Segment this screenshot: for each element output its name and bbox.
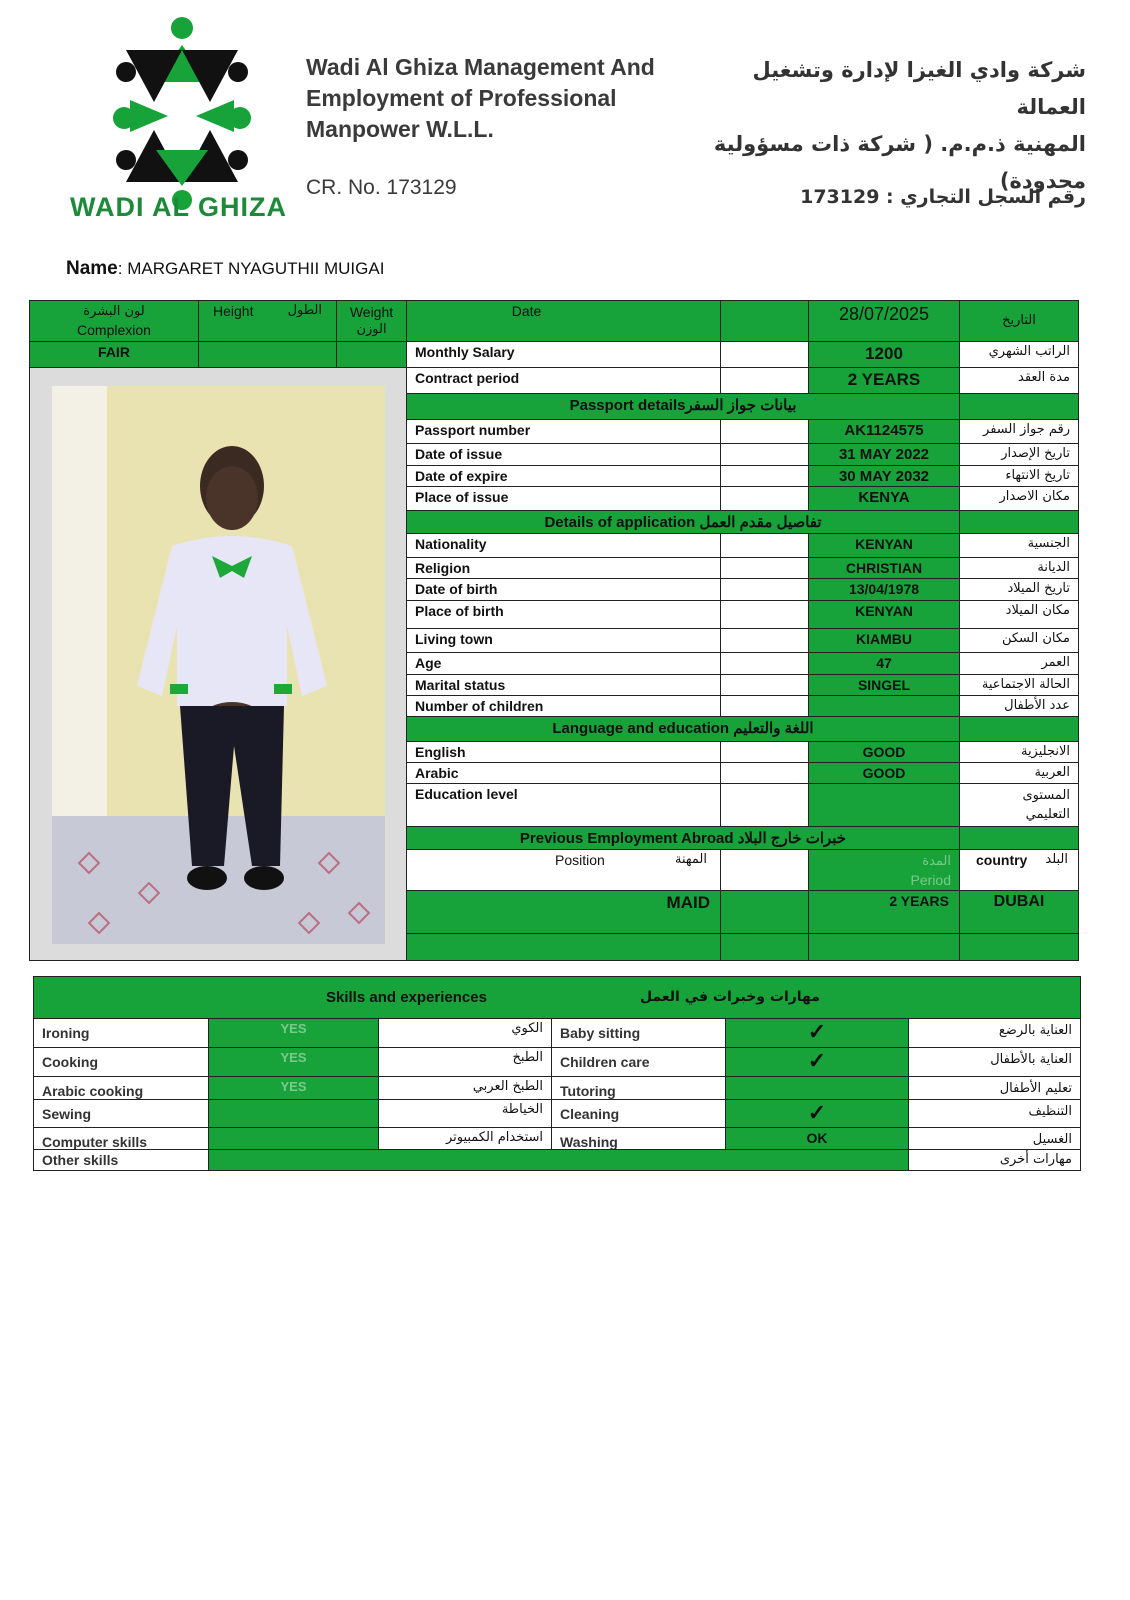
period-label-ar: المدة (922, 854, 951, 869)
skill-right-label-ar: العناية بالأطفال (908, 1047, 1081, 1077)
complexion-label-en: Complexion (77, 322, 151, 338)
passport-heading-side (959, 393, 1079, 420)
application-row-4-blank (720, 628, 809, 653)
passport-row-2-label: Date of expire (406, 465, 721, 490)
weight-value (336, 341, 407, 368)
skill-left-label: Cooking (33, 1047, 209, 1077)
application-row-4-label-ar: مكان السكن (959, 628, 1079, 653)
skill-left-label-ar: الخياطة (378, 1099, 552, 1128)
cr-number-en: CR. No. 173129 (306, 176, 457, 199)
name-label: Name (66, 258, 118, 279)
employment-empty-4 (959, 933, 1079, 961)
skill-left-value: YES (208, 1076, 379, 1100)
passport-row-0-label-ar: رقم جواز السفر (959, 419, 1079, 444)
passport-row-0-label: Passport number (406, 419, 721, 444)
employment-position: MAID (406, 890, 721, 934)
complexion-header (29, 300, 199, 342)
skill-left-label: Ironing (33, 1018, 209, 1048)
height-value (198, 341, 337, 368)
skill-check-icon: ✓ (725, 1018, 909, 1048)
company-name-en-line-3: Manpower W.L.L. (306, 116, 494, 142)
application-row-6-value: SINGEL (808, 674, 960, 696)
monthly-salary-value: 1200 (808, 341, 960, 368)
other-skills-label-ar: مهارات أخرى (908, 1149, 1081, 1171)
education-blank (720, 783, 809, 827)
education-label-ar-line: التعليمي (1025, 807, 1070, 822)
skill-right-value: OK (725, 1127, 909, 1150)
application-row-2-blank (720, 578, 809, 601)
skill-right-label: Children care (551, 1047, 726, 1077)
date-label-ar: التاريخ (959, 300, 1079, 342)
application-row-7-blank (720, 695, 809, 717)
skill-check-icon: ✓ (725, 1047, 909, 1077)
skill-right-label-ar: تعليم الأطفال (908, 1076, 1081, 1100)
position-label-en: Position (555, 852, 605, 868)
skill-left-label-ar: الكوي (378, 1018, 552, 1048)
candidate-photo (52, 386, 385, 944)
education-label-ar-line: المستوى (1022, 788, 1070, 803)
application-row-1-label: Religion (406, 557, 721, 579)
height-header (198, 300, 337, 342)
passport-row-2-label-ar: تاريخ الانتهاء (959, 465, 1079, 490)
skill-right-label-ar: الغسيل (908, 1127, 1081, 1150)
application-heading-side (959, 510, 1079, 534)
period-label-en: Period (910, 872, 951, 888)
education-label-ar (959, 783, 1079, 827)
passport-row-1-value: 31 MAY 2022 (808, 443, 960, 468)
skills-heading-en: Skills and experiences (326, 989, 487, 1006)
monthly-salary-label-ar: الراتب الشهري (959, 341, 1079, 368)
skill-left-value (208, 1099, 379, 1128)
skill-left-label-ar: الطبخ العربي (378, 1076, 552, 1100)
employment-header-blank (720, 849, 809, 891)
country-label-en: country (976, 852, 1028, 868)
cr-number-ar: رقم السجل التجاري : 173129 (800, 186, 1086, 208)
other-skills-value (208, 1149, 909, 1171)
passport-row-0-value: AK1124575 (808, 419, 960, 444)
skill-right-label: Cleaning (551, 1099, 726, 1128)
application-row-2-label: Date of birth (406, 578, 721, 601)
skills-heading-ar: مهارات وخبرات في العمل (640, 989, 820, 1005)
application-row-2-label-ar: تاريخ الميلاد (959, 578, 1079, 601)
skill-check-icon (725, 1076, 909, 1100)
application-row-5-value: 47 (808, 652, 960, 675)
weight-label-ar: الوزن (356, 322, 387, 337)
employment-blank (720, 890, 809, 934)
company-name-ar-line-1: شركة وادي الغيزا لإدارة وتشغيل العمالة (752, 58, 1086, 119)
application-row-6-label-ar: الحالة الاجتماعية (959, 674, 1079, 696)
passport-heading: Passport detailsبيانات جواز السفر (406, 393, 960, 420)
arabic-row-value: GOOD (808, 762, 960, 784)
other-skills-label: Other skills (33, 1149, 209, 1171)
company-name-ar-line-2: المهنية ذ.م.م. ( شركة ذات مسؤولية (713, 132, 1086, 156)
application-row-5-blank (720, 652, 809, 675)
application-row-3-label-ar: مكان الميلاد (959, 600, 1079, 629)
application-row-2-value: 13/04/1978 (808, 578, 960, 601)
application-row-4-label: Living town (406, 628, 721, 653)
english-row-label-ar: الانجليزية (959, 741, 1079, 763)
contract-period-label-ar: مدة العقد (959, 367, 1079, 394)
education-value (808, 783, 960, 827)
company-name-ar (706, 52, 1086, 200)
application-row-1-label-ar: الديانة (959, 557, 1079, 579)
skill-left-label: Arabic cooking (33, 1076, 209, 1100)
passport-row-3-value: KENYA (808, 486, 960, 511)
skill-right-label: Tutoring (551, 1076, 726, 1100)
skill-check-icon: ✓ (725, 1099, 909, 1128)
application-row-0-label-ar: الجنسية (959, 533, 1079, 558)
english-row-blank (720, 741, 809, 763)
complexion-label-ar: لون البشرة (83, 304, 145, 319)
weight-header (336, 300, 407, 342)
application-row-4-value: KIAMBU (808, 628, 960, 653)
passport-row-0-blank (720, 419, 809, 444)
photo-frame (29, 367, 407, 961)
application-row-1-blank (720, 557, 809, 579)
application-row-3-label: Place of birth (406, 600, 721, 629)
date-label: Date (406, 300, 809, 342)
employment-empty-2 (720, 933, 809, 961)
arabic-row-label-ar: العربية (959, 762, 1079, 784)
education-label: Education level (406, 783, 721, 827)
application-row-7-value (808, 695, 960, 717)
application-row-5-label-ar: العمر (959, 652, 1079, 675)
application-row-7-label: Number of children (406, 695, 721, 717)
passport-row-2-value: 30 MAY 2032 (808, 465, 960, 490)
name-value: : MARGARET NYAGUTHII MUIGAI (117, 259, 385, 278)
skill-left-label-ar: استخدام الكمبيوتر (378, 1127, 552, 1150)
arabic-row-label: Arabic (406, 762, 721, 784)
language-heading-side (959, 716, 1079, 742)
arabic-row-blank (720, 762, 809, 784)
application-row-7-label-ar: عدد الأطفال (959, 695, 1079, 717)
candidate-name (66, 258, 384, 280)
country-header (959, 849, 1079, 891)
application-heading: Details of application تفاصيل مقدم العمل (406, 510, 960, 534)
skill-left-value: YES (208, 1047, 379, 1077)
english-row-label: English (406, 741, 721, 763)
skill-left-value (208, 1127, 379, 1150)
application-row-1-value: CHRISTIAN (808, 557, 960, 579)
company-name-en-line-1: Wadi Al Ghiza Management And (306, 54, 655, 80)
skill-left-label-ar: الطبخ (378, 1047, 552, 1077)
employment-empty-1 (406, 933, 721, 961)
application-row-3-blank (720, 600, 809, 629)
skill-right-label: Washing (551, 1127, 726, 1150)
date-value: 28/07/2025 (808, 300, 960, 342)
passport-row-1-label-ar: تاريخ الإصدار (959, 443, 1079, 468)
position-label-ar: المهنة (675, 852, 707, 867)
application-row-5-label: Age (406, 652, 721, 675)
employment-country: DUBAI (959, 890, 1079, 934)
skills-heading (33, 976, 1081, 1019)
skill-left-label: Computer skills (33, 1127, 209, 1150)
period-header (808, 849, 960, 891)
application-row-6-blank (720, 674, 809, 696)
passport-row-3-label: Place of issue (406, 486, 721, 511)
skill-left-value: YES (208, 1018, 379, 1048)
position-header (406, 849, 721, 891)
contract-period-value: 2 YEARS (808, 367, 960, 394)
skill-right-label: Baby sitting (551, 1018, 726, 1048)
height-label-ar: الطول (287, 303, 322, 318)
language-heading: Language and education اللغة والتعليم (406, 716, 960, 742)
weight-label-en: Weight (349, 304, 394, 320)
application-row-0-value: KENYAN (808, 533, 960, 558)
application-row-0-blank (720, 533, 809, 558)
skill-right-label-ar: العناية بالرضع (908, 1018, 1081, 1048)
skill-left-label: Sewing (33, 1099, 209, 1128)
height-label-en: Height (213, 303, 254, 319)
employment-heading: Previous Employment Abroad خبرات خارج البلاد (406, 826, 960, 850)
country-label-ar: البلد (1045, 852, 1068, 867)
company-name-en-line-2: Employment of Professional (306, 85, 617, 111)
application-row-0-label: Nationality (406, 533, 721, 558)
logo-wordmark: WADI AL GHIZA (70, 192, 287, 222)
employment-empty-3 (808, 933, 960, 961)
contract-period-label: Contract period (406, 367, 721, 394)
employment-heading-side (959, 826, 1079, 850)
contract-period-blank (720, 367, 809, 394)
passport-row-1-label: Date of issue (406, 443, 721, 468)
application-row-6-label: Marital status (406, 674, 721, 696)
english-row-value: GOOD (808, 741, 960, 763)
monthly-salary-label: Monthly Salary (406, 341, 721, 368)
complexion-value: FAIR (29, 341, 199, 368)
passport-row-3-label-ar: مكان الاصدار (959, 486, 1079, 511)
employment-period: 2 YEARS (808, 890, 960, 934)
application-row-3-value: KENYAN (808, 600, 960, 629)
skill-right-label-ar: التنظيف (908, 1099, 1081, 1128)
passport-row-3-blank (720, 486, 809, 511)
monthly-salary-blank (720, 341, 809, 368)
company-name-ar-line-3: محدودة) (999, 169, 1086, 193)
date-blank (720, 300, 809, 342)
